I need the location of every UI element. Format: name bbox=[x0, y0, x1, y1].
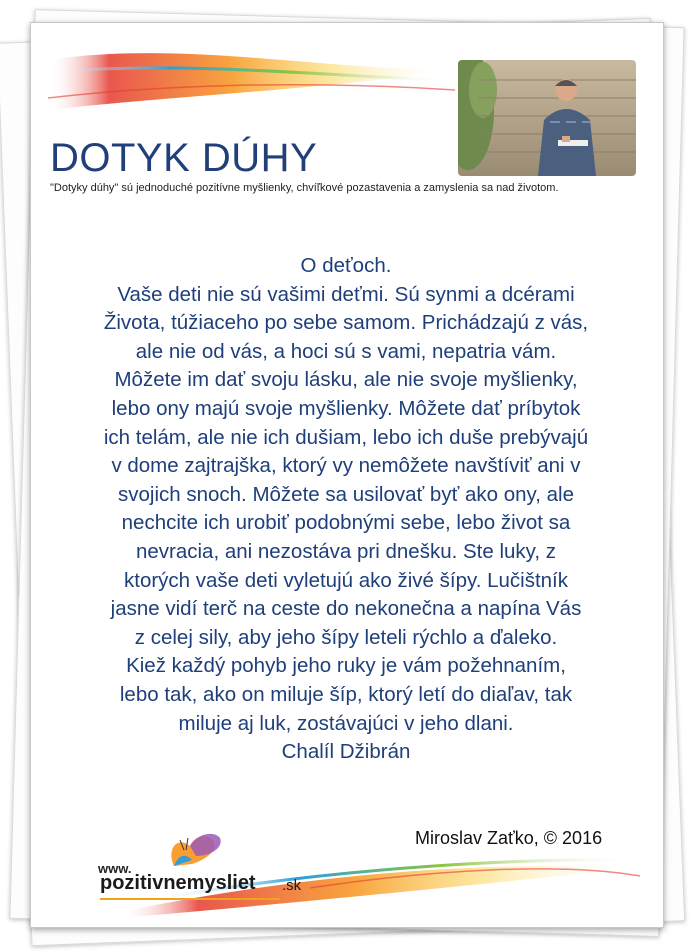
poem-line: Života, túžiaceho po sebe samom. Prichádzajú z vás, bbox=[103, 311, 589, 335]
poem-line: ktorých vaše deti vyletujú ako živé šípy. Lučištník bbox=[124, 568, 568, 592]
poem-line: lebo tak, ako on miluje šíp, ktorý letí do diaľav, tak bbox=[119, 682, 573, 706]
page-subtitle: "Dotyky dúhy" sú jednoduché pozitívne myšlienky, chvíľkové pozastavenia a zamyslenia sa nad životom. bbox=[50, 182, 559, 194]
poem-line: ich telám, ale nie ich dušiam, lebo ich duše prebývajú bbox=[103, 425, 589, 449]
logo-site-name: pozitivnemysliet bbox=[100, 872, 256, 894]
logo-tld: .sk bbox=[282, 877, 302, 894]
butterfly-icon bbox=[144, 830, 234, 870]
poem-line: nechcite ich urobiť podobnými sebe, lebo život sa bbox=[121, 511, 571, 535]
man-writing-photo bbox=[458, 60, 636, 176]
poem-line: O deťoch. bbox=[300, 254, 392, 277]
logo-www: www. bbox=[98, 861, 132, 876]
poem-line: lebo ony majú svoje myšlienky. Môžete dať príbytok bbox=[111, 396, 581, 420]
poem-line: v dome zajtrajška, ktorý vy nemôžete navštíviť ani v bbox=[111, 454, 581, 478]
poem-line: Kiež každý pohyb jeho ruky je vám požehnaním, bbox=[126, 654, 566, 678]
poem-text bbox=[38, 252, 654, 767]
poem-line: ale nie od vás, a hoci sú s vami, nepatria vám. bbox=[135, 339, 557, 363]
poem-line: Vaše deti nie sú vašimi deťmi. Sú synmi a dcérami bbox=[117, 282, 575, 306]
poem-author-line: Chalíl Džibrán bbox=[281, 740, 411, 764]
poem-line: miluje aj luk, zostávajúci v jeho dlani. bbox=[178, 711, 514, 735]
poem-line: z celej sily, aby jeho šípy leteli rýchlo a ďaleko. bbox=[134, 625, 558, 649]
poem-line: svojich snoch. Môžete sa usilovať byť ako ony, ale bbox=[118, 482, 574, 506]
poem-line: Môžete im dať svoju lásku, ale nie svoje myšlienky, bbox=[114, 368, 578, 392]
page-title: DOTYK DÚHY bbox=[50, 136, 318, 180]
copyright-author: Miroslav Zaťko, © 2016 bbox=[415, 828, 603, 848]
logo-underline bbox=[100, 898, 280, 900]
poem-line: jasne vidí terč na ceste do nekonečna a napína Vás bbox=[110, 597, 582, 621]
poem-line: nevracia, ani nezostáva pri dnešku. Ste luky, z bbox=[135, 539, 557, 563]
